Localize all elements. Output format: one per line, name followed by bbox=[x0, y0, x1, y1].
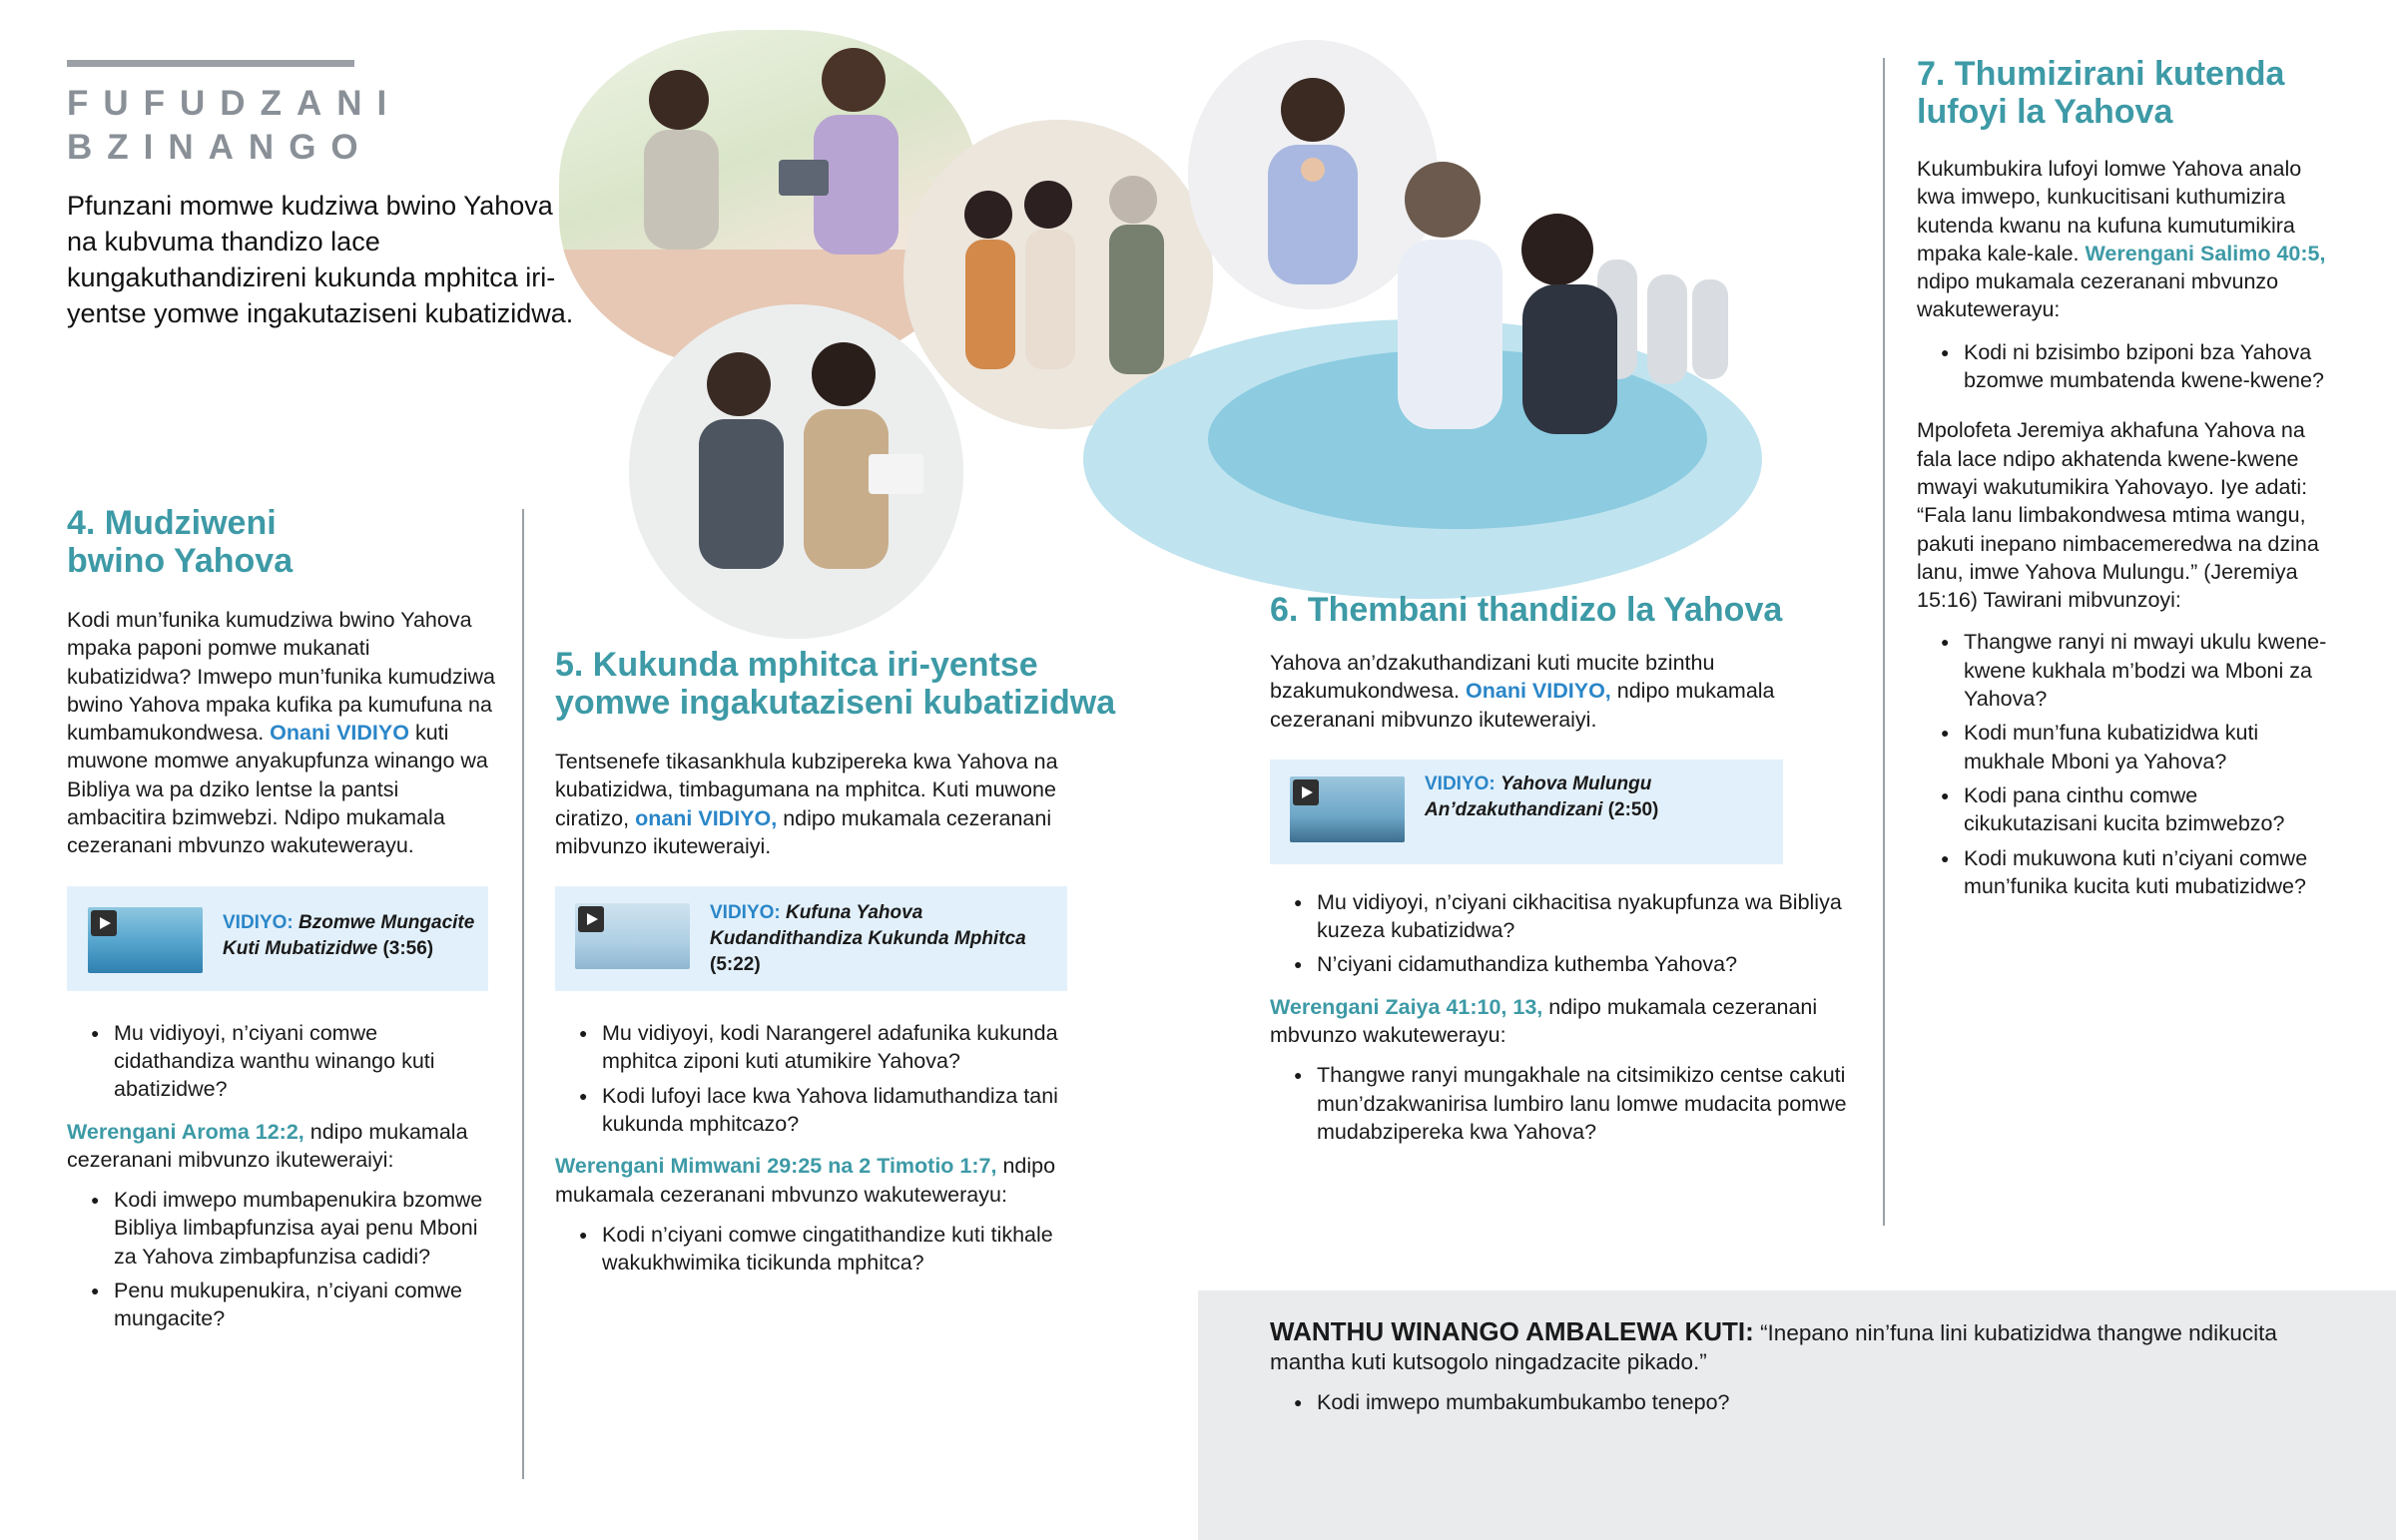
play-icon[interactable] bbox=[91, 910, 117, 936]
video-title: Yahova Mulungu An’dzakuthandizani bbox=[1425, 772, 1652, 820]
video-label: VIDIYO: bbox=[223, 911, 294, 933]
section-7-bullets-1 bbox=[1917, 338, 2331, 395]
section-7-para1-text: Kukumbukira lufoyi lomwe Yahova analo kwa imwepo, kunkucitisani kuthumizira kutenda kwanu na kufuna kumutumikira mpaka kale-kale. bbox=[1917, 157, 2302, 265]
section-7-title-line-2: lufoyi la Yahova bbox=[1917, 93, 2173, 131]
list-item: ● Kodi n’ciyani comwe cingatithandize kuti tikhale wakukhwimika ticikunda mphitca? bbox=[555, 1221, 1129, 1278]
scripture-link[interactable]: Werengani Mimwani 29:25 na 2 Timotio 1:7, bbox=[555, 1154, 997, 1179]
section-4-bullets-1 bbox=[67, 1019, 496, 1104]
section-6-read-tail: ndipo mukamala cezeranani mbvunzo wakutewerayu: bbox=[1270, 994, 1818, 1048]
section-4 bbox=[67, 504, 496, 1339]
section-5-video-link[interactable]: onani VIDIYO, bbox=[635, 805, 778, 830]
list-item: ● Kodi pana cinthu comwe cikukutazisani kucita bzimwebzo? bbox=[1917, 781, 2331, 838]
kicker-line-1: FUFUDZANI bbox=[67, 84, 402, 123]
list-item: ● Penu mukupenukira, n’ciyani comwe mungacite? bbox=[67, 1277, 496, 1333]
list-item: ● Mu vidiyoyi, kodi Narangerel adafunika kukunda mphitca ziponi kuti atumikire Yahova? bbox=[555, 1019, 1129, 1076]
section-6-bullets-2 bbox=[1270, 1061, 1859, 1146]
section-6-bullets-1 bbox=[1270, 888, 1859, 979]
section-7-title-line-1: 7. Thumizirani kutenda bbox=[1917, 55, 2285, 93]
section-6-read bbox=[1270, 993, 1859, 1050]
callout-bullets bbox=[1270, 1388, 2328, 1416]
intro-text: Pfunzani momwe kudziwa bwino Yahova na kubvuma thandizo lace kungakuthandizireni kukunda mphitca iri-yentse yomwe ingakutaziseni kubatizidwa. bbox=[67, 191, 574, 328]
section-7-title bbox=[1917, 55, 2331, 131]
section-4-video-link[interactable]: Onani VIDIYO bbox=[270, 721, 409, 746]
section-7-paragraph-1 bbox=[1917, 155, 2331, 324]
illustration-office-scene bbox=[629, 304, 963, 639]
list-item: ● Kodi ni bzisimbo bziponi bza Yahova bzomwe mumbatenda kwene-kwene? bbox=[1917, 338, 2331, 395]
section-5-video-caption bbox=[710, 900, 1049, 978]
video-label: VIDIYO: bbox=[710, 902, 781, 924]
play-icon[interactable] bbox=[578, 906, 604, 932]
list-item: ● Kodi mun’funa kubatizidwa kuti mukhale Mboni ya Yahova? bbox=[1917, 719, 2331, 775]
illustration-baptism bbox=[1078, 140, 1767, 609]
section-7-para1-tail: ndipo mukamala cezeranani mbvunzo wakutewerayu: bbox=[1917, 269, 2279, 322]
column-divider-right bbox=[1883, 58, 1885, 1226]
section-5-read-tail: ndipo mukamala cezeranani mbvunzo wakutewerayu: bbox=[555, 1154, 1056, 1207]
section-5-para-text: Tentsenefe tikasankhula kubzipereka kwa Yahova na kubatizidwa, timbagumana na mphitca. Kuti muwone ciratizo, bbox=[555, 750, 1058, 830]
section-4-title bbox=[67, 504, 496, 580]
list-item: ● N’ciyani cidamuthandiza kuthemba Yahova? bbox=[1270, 950, 1859, 978]
section-5-video-card[interactable] bbox=[555, 886, 1067, 991]
section-4-video-card[interactable] bbox=[67, 886, 488, 991]
section-4-title-line-1: 4. Mudziweni bbox=[67, 504, 277, 542]
play-icon[interactable] bbox=[1293, 779, 1319, 805]
video-thumbnail[interactable] bbox=[575, 903, 690, 969]
section-5-bullets-2 bbox=[555, 1221, 1129, 1278]
section-5-read bbox=[555, 1152, 1129, 1209]
section-6 bbox=[1270, 591, 1859, 1152]
list-item: ● Kodi lufoyi lace kwa Yahova lidamuthandiza tani kukunda mphitcazo? bbox=[555, 1082, 1129, 1139]
section-4-bullets-2 bbox=[67, 1186, 496, 1332]
video-thumbnail[interactable] bbox=[88, 907, 203, 973]
section-4-para-tail: kuti muwone momwe anyakupfunza winango wa Bibliya wa pa dziko lentse la pantsi ambacitira bzimwebzi. Ndipo mukamala cezeranani mbvunzo wakutewerayu. bbox=[67, 721, 488, 858]
section-5-title-line-1: 5. Kukunda mphitca iri-yentse bbox=[555, 646, 1038, 684]
video-label: VIDIYO: bbox=[1425, 772, 1496, 794]
illustration-cluster bbox=[539, 30, 1767, 629]
list-item: ● Mu vidiyoyi, n’ciyani cikhacitisa nyakupfunza wa Bibliya kuzeza kubatizidwa? bbox=[1270, 888, 1859, 945]
page-kicker bbox=[67, 82, 401, 170]
list-item: ● Kodi imwepo mumbakumbukambo tenepo? bbox=[1270, 1388, 2328, 1416]
video-duration: (2:50) bbox=[1607, 798, 1659, 820]
section-5-bullets-1 bbox=[555, 1019, 1129, 1138]
section-4-read bbox=[67, 1118, 496, 1175]
section-6-video-caption bbox=[1425, 771, 1764, 823]
section-4-paragraph bbox=[67, 606, 496, 860]
section-6-paragraph bbox=[1270, 649, 1859, 734]
header-rule bbox=[67, 60, 354, 67]
video-thumbnail[interactable] bbox=[1290, 776, 1405, 842]
kicker-line-2: BZINANGO bbox=[67, 128, 373, 167]
scripture-link[interactable]: Werengani Aroma 12:2, bbox=[67, 1119, 304, 1144]
section-4-title-line-2: bwino Yahova bbox=[67, 542, 294, 580]
section-7-bullets-2 bbox=[1917, 628, 2331, 900]
list-item: ● Kodi mukuwona kuti n’ciyani comwe mun’funika kucita kuti mubatizidwe? bbox=[1917, 844, 2331, 901]
video-duration: (5:22) bbox=[710, 954, 761, 976]
section-5 bbox=[555, 646, 1129, 1283]
list-item: ● Thangwe ranyi ni mwayi ukulu kwene-kwene kukhala m’bodzi wa Mboni za Yahova? bbox=[1917, 628, 2331, 713]
section-4-read-tail: ndipo mukamala cezeranani mibvunzo ikuteweraiyi: bbox=[67, 1119, 468, 1172]
callout-quote: “Inepano nin’funa lini kubatizidwa thangwe ndikucita mantha kuti kutsogolo ningadzacite pikado.” bbox=[1270, 1320, 2277, 1374]
callout-label: WANTHU WINANGO AMBALEWA KUTI: bbox=[1270, 1316, 1754, 1346]
section-6-para-tail: ndipo mukamala cezeranani mibvunzo ikuteweraiyi. bbox=[1270, 679, 1775, 732]
callout bbox=[1270, 1317, 2328, 1422]
section-6-video-link[interactable]: Onani VIDIYO, bbox=[1466, 679, 1611, 704]
video-title: Kufuna Yahova Kudandithandiza Kukunda Mphitca bbox=[710, 902, 1026, 950]
section-7 bbox=[1917, 55, 2331, 906]
section-6-para-text: Yahova an’dzakuthandizani kuti mucite bzinthu bzakumukondwesa. bbox=[1270, 651, 1715, 704]
video-duration: (3:56) bbox=[382, 937, 434, 959]
column-divider-left bbox=[522, 509, 524, 1479]
section-5-title bbox=[555, 646, 1129, 722]
scripture-link[interactable]: Werengani Salimo 40:5, bbox=[2085, 241, 2326, 265]
section-6-title: 6. Thembani thandizo la Yahova bbox=[1270, 591, 1783, 629]
callout-text bbox=[1270, 1317, 2328, 1376]
section-6-video-card[interactable] bbox=[1270, 760, 1783, 864]
list-item: ● Thangwe ranyi mungakhale na citsimikizo centse cakuti mun’dzakwanirisa lumbiro lanu lomwe mudacita pomwe mudabzipereka kwa Yahova? bbox=[1270, 1061, 1859, 1146]
section-4-video-caption bbox=[223, 910, 482, 962]
video-title: Bzomwe Mungacite Kuti Mubatizidwe bbox=[223, 911, 475, 959]
list-item: ● Mu vidiyoyi, n’ciyani comwe cidathandiza wanthu winango kuti abatizidwe? bbox=[67, 1019, 496, 1104]
list-item: ● Kodi imwepo mumbapenukira bzomwe Bibliya limbapfunzisa ayai penu Mboni za Yahova zimbapfunzisa cadidi? bbox=[67, 1186, 496, 1271]
section-5-para-tail: ndipo mukamala cezeranani mibvunzo ikuteweraiyi. bbox=[555, 805, 1052, 858]
section-4-para-text: Kodi mun’funika kumudziwa bwino Yahova mpaka paponi pomwe mukanati kubatizidwa? Imwepo mun’funika kumudziwa bwino Yahova mpaka kufika pa kumufuna na kumbamukondwesa. bbox=[67, 608, 496, 746]
scripture-link[interactable]: Werengani Zaiya 41:10, 13, bbox=[1270, 994, 1543, 1019]
section-5-title-line-2: yomwe ingakutaziseni kubatizidwa bbox=[555, 684, 1116, 722]
section-7-paragraph-2: Mpolofeta Jeremiya akhafuna Yahova na fala lace ndipo akhatenda kwene-kwene mwayi wakutumikira Yahovayo. Iye adati: “Fala lanu limbakondwesa mtima wangu, pakuti inepano nimbacemeredwa na dzina lanu, imwe Yahova Mulungu.” (Jeremiya 15:16) Tawirani mibvunzoyi: bbox=[1917, 418, 2319, 613]
section-5-paragraph bbox=[555, 748, 1129, 860]
